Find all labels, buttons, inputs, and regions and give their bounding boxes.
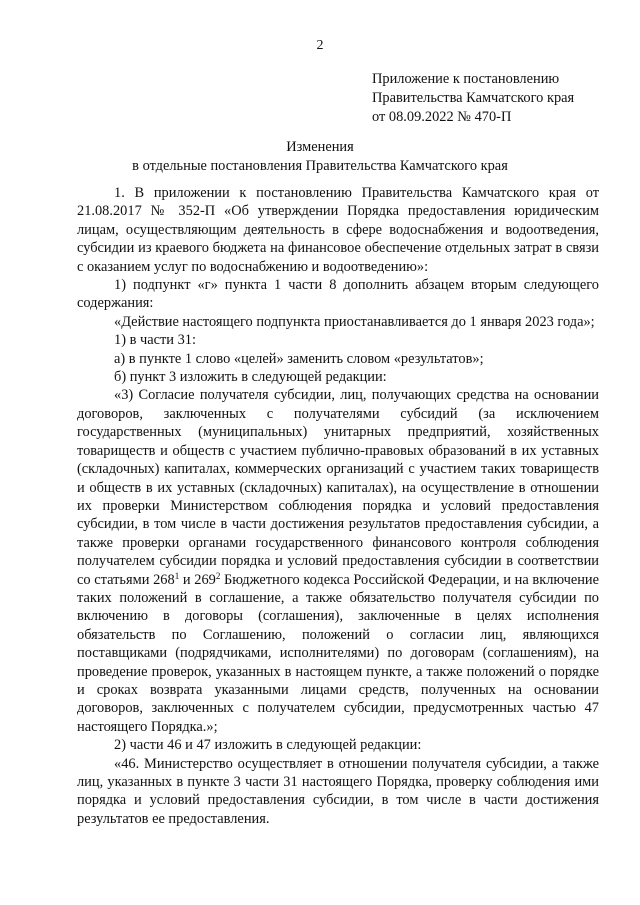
appendix-line-2: Правительства Камчатского края: [372, 90, 575, 106]
appendix-line-3: от 08.09.2022 № 470-П: [372, 109, 512, 125]
appendix-line-1: Приложение к постановлению: [372, 71, 560, 87]
document-subtitle: в отдельные постановления Правительства Камчатского края: [132, 158, 508, 174]
paragraph-5: а) в пункте 1 слово «целей» заменить словом «результатов»;: [114, 350, 484, 367]
appendix-header: [372, 70, 612, 127]
document-heading: [0, 138, 640, 176]
paragraph-8: 2) части 46 и 47 изложить в следующей редакции:: [114, 737, 422, 754]
paragraph-7-and: и 269: [179, 571, 216, 588]
document-title: Изменения: [286, 139, 354, 155]
document-body: [77, 184, 599, 828]
paragraph-4: 1) в части 31:: [114, 332, 196, 349]
paragraph-2: 1) подпункт «г» пункта 1 части 8 дополнить абзацем вторым следующего содержания:: [77, 277, 599, 312]
superscript-2: 2: [215, 570, 221, 581]
paragraph-7-part-b: Бюджетного кодекса Российской Федерации, и на включение таких положений в соглашение, а также обязательство получателя субсидии по включению в договоры (соглашения), заключенные в целях исполнения обязательств по Соглашению, положений о согласии лиц, являющихся поставщиками (подрядчиками, исполнителями) по договорам (соглашениям), на проведение проверок, указанных в настоящем пункте, а также положений о порядке и сроках возврата указанными лицами средств, полученных на основании договоров, заключенных с получателем субсидии, предусмотренных частью 47 настоящего Порядка.»;: [77, 571, 599, 735]
paragraph-7-part-a: «3) Согласие получателя субсидии, лиц, получающих средства на основании договоров, заключенных с получателями субсидий (за исключением государственных (муниципальных) унитарных предприятий, хозяйственных товариществ и обществ с участием публично-правовых образований в их уставных (складочных) капиталах, коммерческих организаций с участием таких товариществ и обществ в их уставных (складочных) капиталах), на осуществление в отношении их проверки Министерством соблюдения порядка и условий предоставления субсидии, в том числе в части достижения результатов предоставления субсидии, а также проверки органами государственного финансового контроля соблюдения получателем субсидии порядка и условий предоставления субсидии в соответствии со статьями 268: [77, 387, 599, 588]
paragraph-1: 1. В приложении к постановлению Правительства Камчатского края от 21.08.2017 № 352-П «Об утверждении Порядка предоставления юридическим лицам, осуществляющим деятельность в сфере водоснабжения и водоотведения, субсидии из краевого бюджета на финансовое обеспечение отдельных затрат в связи с оказанием услуг по водоснабжению и водоотведению»:: [77, 185, 599, 275]
paragraph-9: «46. Министерство осуществляет в отношении получателя субсидии, а также лиц, указанных в пункте 3 части 31 настоящего Порядка, проверку соблюдения ими порядка и условий предоставления субсидии, в том числе в части достижения результатов ее предоставления.: [77, 755, 599, 827]
superscript-1: 1: [174, 570, 180, 581]
paragraph-6: б) пункт 3 изложить в следующей редакции:: [114, 369, 387, 386]
page-number: 2: [316, 38, 324, 53]
paragraph-7: [77, 386, 599, 736]
paragraph-3: «Действие настоящего подпункта приостанавливается до 1 января 2023 года»;: [114, 313, 595, 330]
